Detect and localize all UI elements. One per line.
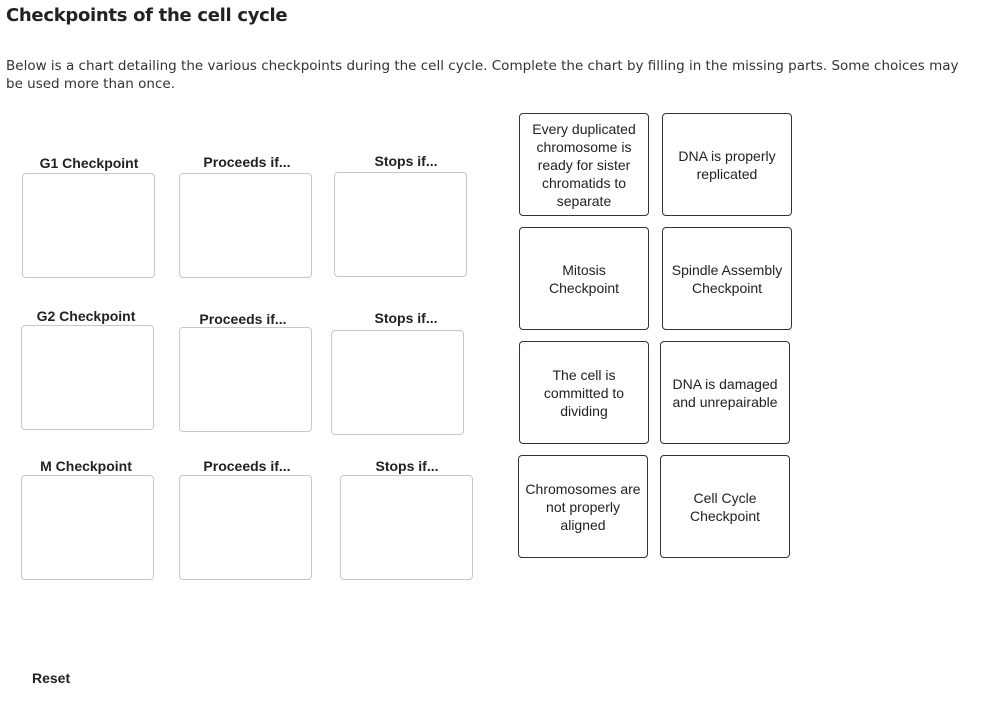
choice-card[interactable]: DNA is properly replicated [662, 113, 792, 216]
choice-card[interactable]: Mitosis Checkpoint [519, 227, 649, 330]
m-stops-drop-zone[interactable] [340, 475, 473, 580]
m-proceeds-drop-zone[interactable] [179, 475, 312, 580]
page-title: Checkpoints of the cell cycle [6, 5, 288, 26]
g2-stops-label: Stops if... [374, 310, 438, 326]
reset-button[interactable]: Reset [32, 670, 71, 686]
m-checkpoint-drop-zone[interactable] [21, 475, 154, 580]
g1-proceeds-drop-zone[interactable] [179, 173, 312, 278]
choice-card[interactable]: Chromosomes are not properly aligned [518, 455, 648, 558]
m-proceeds-label: Proceeds if... [203, 458, 291, 474]
choice-card[interactable]: The cell is committed to dividing [519, 341, 649, 444]
g2-checkpoint-label: G2 Checkpoint [36, 308, 136, 324]
g1-stops-drop-zone[interactable] [334, 172, 467, 277]
g1-stops-label: Stops if... [374, 153, 438, 169]
g2-proceeds-label: Proceeds if... [199, 311, 287, 327]
choice-card[interactable]: Cell Cycle Checkpoint [660, 455, 790, 558]
g1-proceeds-label: Proceeds if... [203, 154, 291, 170]
g1-checkpoint-label: G1 Checkpoint [39, 155, 139, 171]
m-checkpoint-label: M Checkpoint [40, 458, 132, 474]
g2-proceeds-drop-zone[interactable] [179, 327, 312, 432]
choice-card[interactable]: Every duplicated chromosome is ready for sister chromatids to separate [519, 113, 649, 216]
choice-card[interactable]: DNA is damaged and unrepairable [660, 341, 790, 444]
g2-checkpoint-drop-zone[interactable] [21, 325, 154, 430]
instructions: Below is a chart detailing the various checkpoints during the cell cycle. Complete the chart by filling in the missing parts. Some choices may be used more than once. [6, 58, 959, 92]
g2-stops-drop-zone[interactable] [331, 330, 464, 435]
g1-checkpoint-drop-zone[interactable] [22, 173, 155, 278]
m-stops-label: Stops if... [375, 458, 439, 474]
choice-card[interactable]: Spindle Assembly Checkpoint [662, 227, 792, 330]
